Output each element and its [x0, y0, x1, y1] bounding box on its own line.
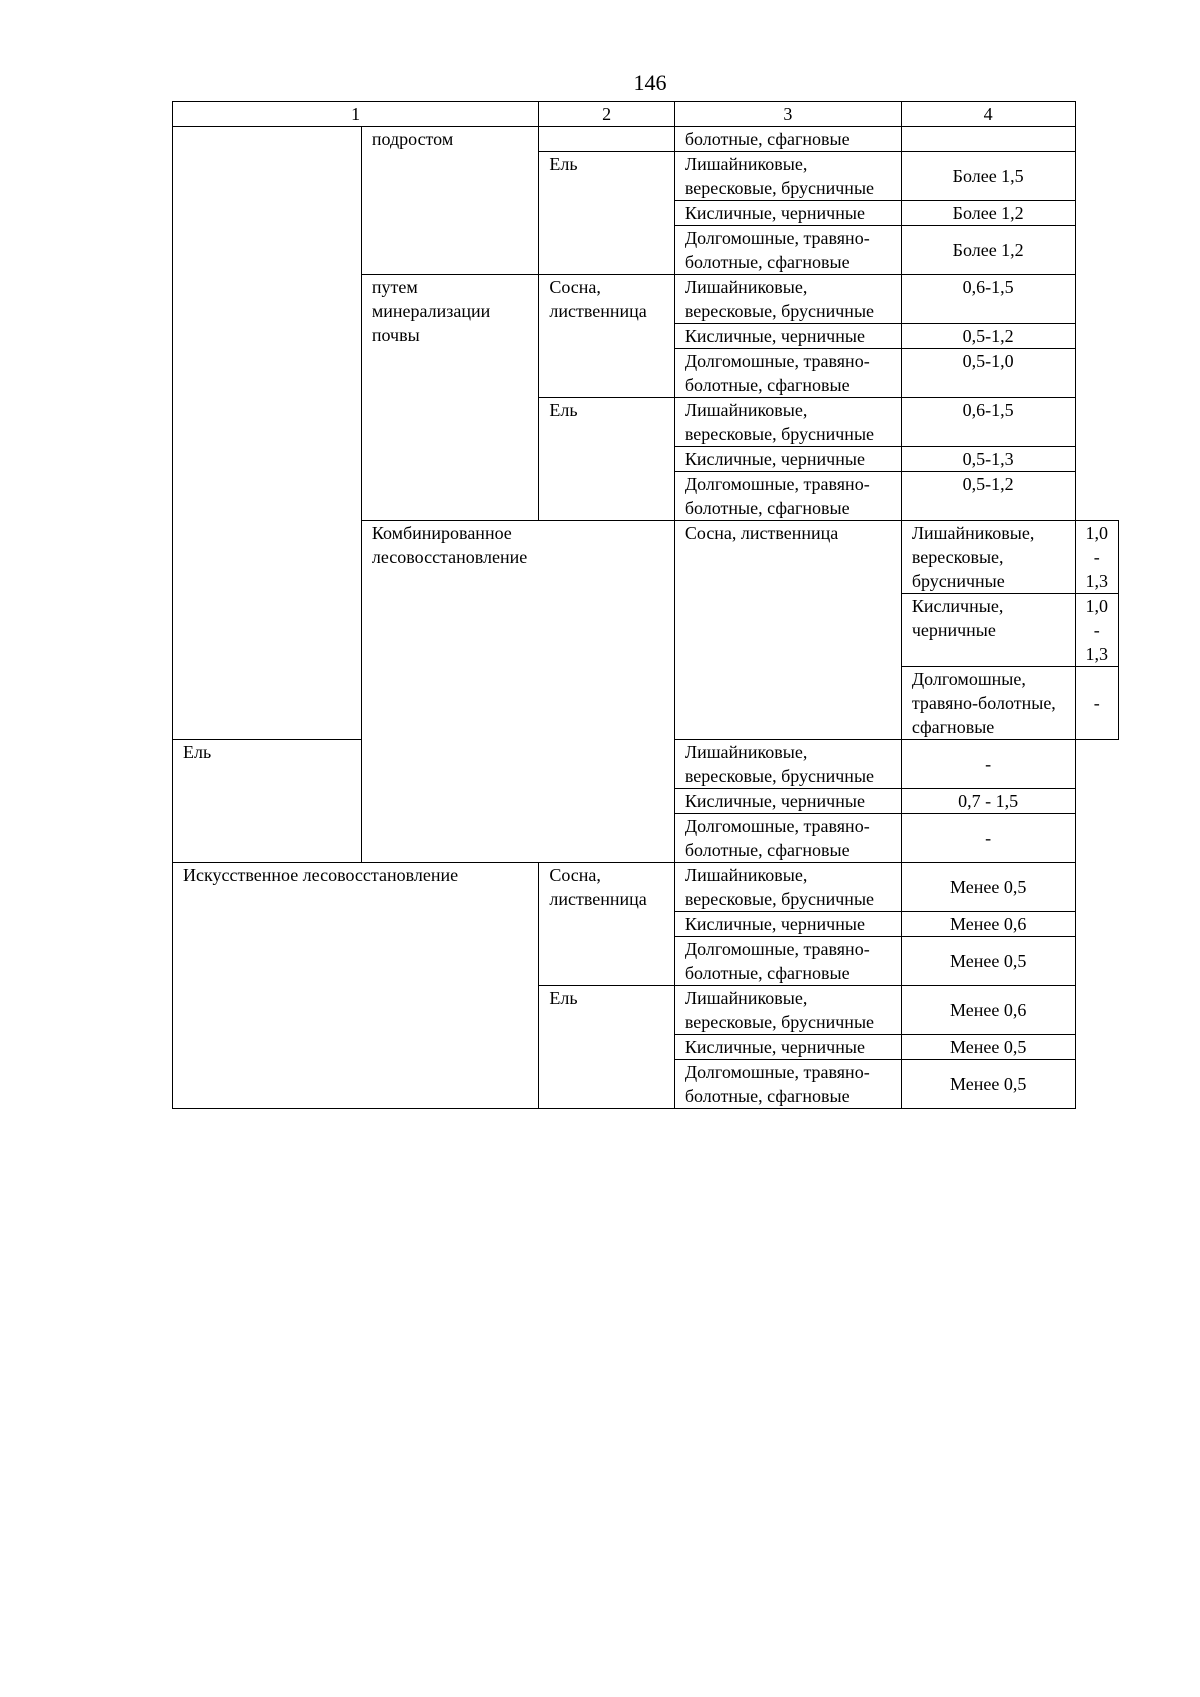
value-cell: 0,5-1,3 [901, 447, 1075, 472]
forest-type-cell: Кисличные, черничные [674, 912, 901, 937]
value-cell: Менее 0,5 [901, 863, 1075, 912]
forest-type-cell: Долгомошные, травяно-болотные, сфагновые [674, 937, 901, 986]
value-cell: - [901, 740, 1075, 789]
value-cell: Менее 0,5 [901, 937, 1075, 986]
species-cell [539, 127, 675, 152]
value-cell: 1,0 - 1,3 [1075, 594, 1119, 667]
value-cell: - [901, 814, 1075, 863]
forest-type-cell: Долгомошные, травяно-болотные, сфагновые [674, 472, 901, 521]
species-cell: Сосна, лиственница [674, 521, 901, 740]
forest-type-cell: Лишайниковые, вересковые, брусничные [674, 863, 901, 912]
forest-type-cell: Кисличные, черничные [674, 789, 901, 814]
forest-type-cell: Кисличные, черничные [674, 1035, 901, 1060]
forest-type-cell: Кисличные, черничные [674, 201, 901, 226]
regeneration-type-cell: Комбинированное лесовосстановление [361, 521, 674, 863]
value-cell: 0,6-1,5 [901, 398, 1075, 447]
forest-type-cell: Лишайниковые, вересковые, брусничные [674, 740, 901, 789]
forest-type-cell: Лишайниковые, вересковые, брусничные [674, 275, 901, 324]
value-cell: Менее 0,6 [901, 912, 1075, 937]
forest-type-cell: болотные, сфагновые [674, 127, 901, 152]
forest-type-cell: Лишайниковые, вересковые, брусничные [674, 986, 901, 1035]
value-cell: 0,7 - 1,5 [901, 789, 1075, 814]
method-cell: подростом [361, 127, 539, 275]
header-col-2: 2 [539, 102, 675, 127]
method-cell: путем минерализации почвы [361, 275, 539, 521]
value-cell: Более 1,5 [901, 152, 1075, 201]
value-cell: 0,5-1,2 [901, 324, 1075, 349]
value-cell: 1,0 - 1,3 [1075, 521, 1119, 594]
table-row [173, 863, 1119, 912]
species-cell: Ель [173, 740, 362, 863]
value-cell: Более 1,2 [901, 201, 1075, 226]
value-cell: Менее 0,5 [901, 1035, 1075, 1060]
forest-type-cell: Долгомошные, травяно-болотные, сфагновые [674, 349, 901, 398]
value-cell: - [1075, 667, 1119, 740]
forest-type-cell: Долгомошные, травяно-болотные, сфагновые [674, 814, 901, 863]
method-group-cell [173, 127, 362, 740]
forest-type-cell: Лишайниковые, вересковые, брусничные [901, 521, 1075, 594]
forest-type-cell: Кисличные, черничные [674, 324, 901, 349]
species-cell: Сосна, лиственница [539, 863, 675, 986]
page-number: 146 [633, 70, 667, 95]
forest-type-cell: Кисличные, черничные [901, 594, 1075, 667]
forest-regeneration-table [172, 101, 1119, 1109]
header-col-3: 3 [674, 102, 901, 127]
species-cell: Ель [539, 986, 675, 1109]
value-cell: 0,5-1,2 [901, 472, 1075, 521]
value-cell: 0,6-1,5 [901, 275, 1075, 324]
forest-type-cell: Долгомошные, травяно-болотные, сфагновые [674, 226, 901, 275]
forest-type-cell: Долгомошные, травяно-болотные, сфагновые [901, 667, 1075, 740]
species-cell: Сосна, лиственница [539, 275, 675, 398]
value-cell [901, 127, 1075, 152]
header-col-4: 4 [901, 102, 1075, 127]
header-col-1: 1 [173, 102, 539, 127]
species-cell: Ель [539, 398, 675, 521]
forest-type-cell: Кисличные, черничные [674, 447, 901, 472]
table-row [173, 127, 1119, 152]
value-cell: Менее 0,5 [901, 1060, 1075, 1109]
value-cell: Более 1,2 [901, 226, 1075, 275]
regeneration-type-cell: Искусственное лесовосстановление [173, 863, 539, 1109]
species-cell: Ель [539, 152, 675, 275]
forest-type-cell: Долгомошные, травяно-болотные, сфагновые [674, 1060, 901, 1109]
table-header-row [173, 102, 1119, 127]
forest-type-cell: Лишайниковые, вересковые, брусничные [674, 398, 901, 447]
value-cell: 0,5-1,0 [901, 349, 1075, 398]
value-cell: Менее 0,6 [901, 986, 1075, 1035]
forest-type-cell: Лишайниковые, вересковые, брусничные [674, 152, 901, 201]
